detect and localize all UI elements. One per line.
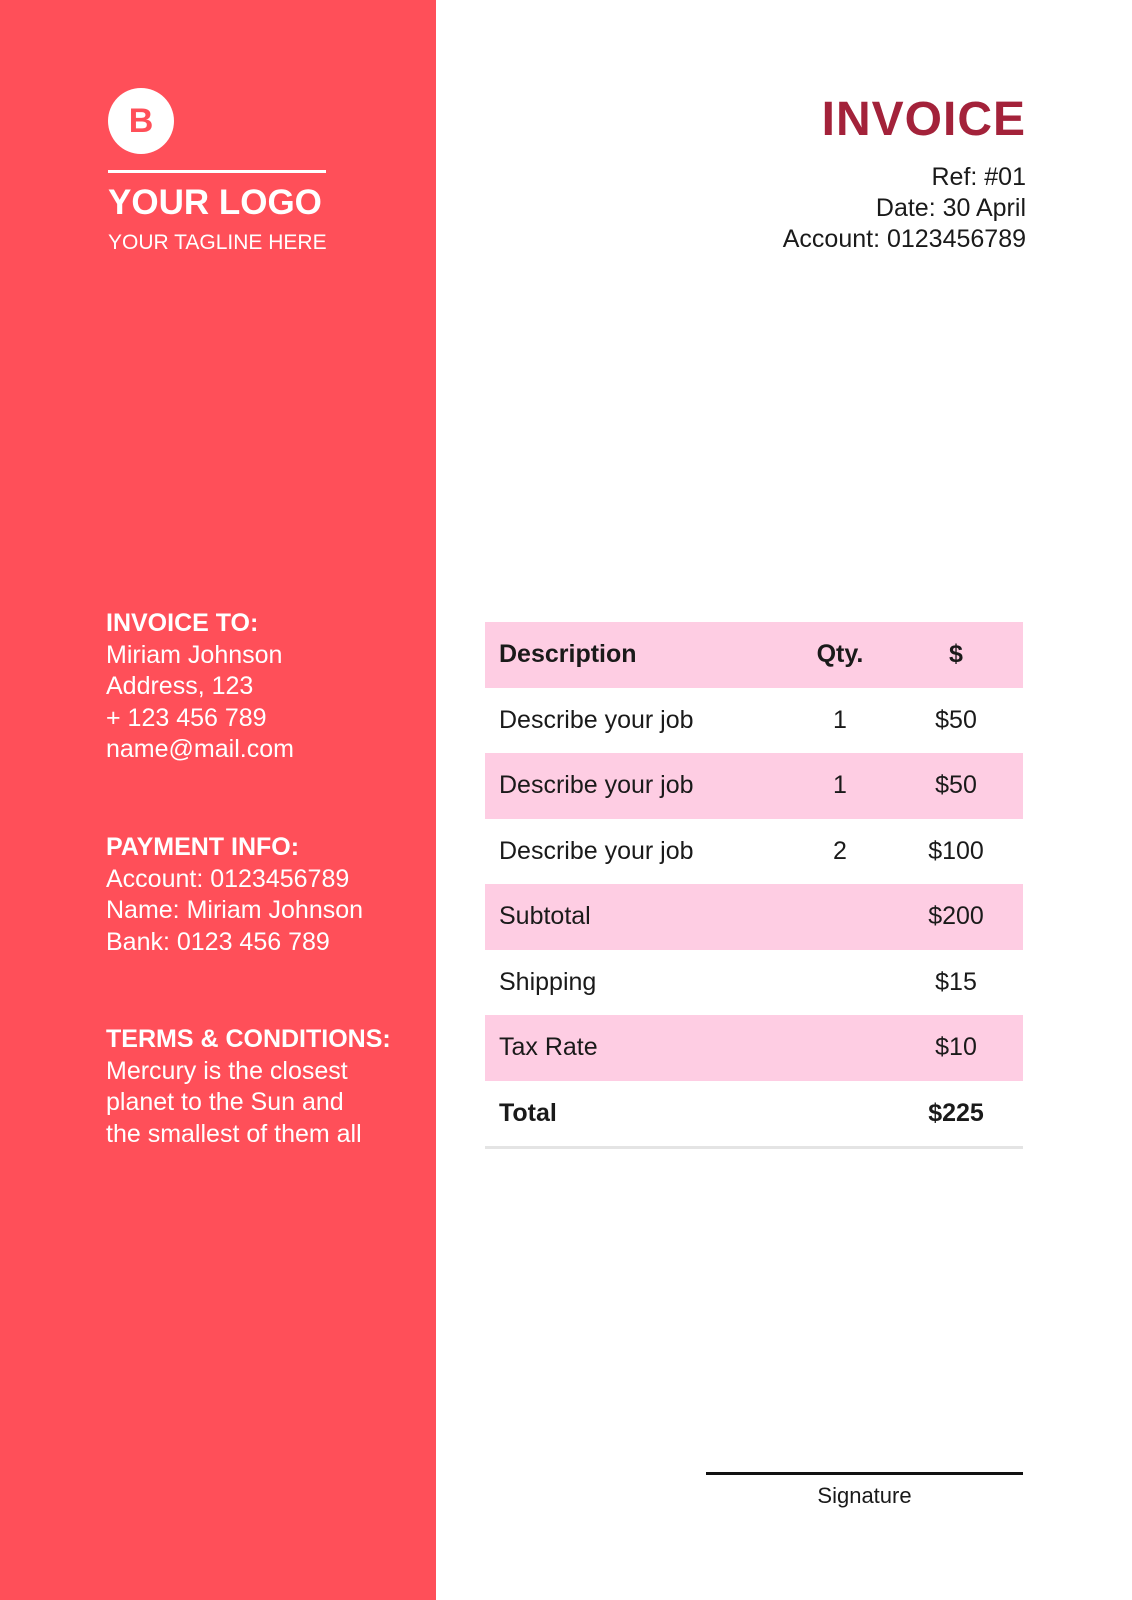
terms-heading: TERMS & CONDITIONS: <box>106 1025 391 1053</box>
signature-line <box>706 1472 1023 1475</box>
subtotal-amount: $200 <box>928 902 984 931</box>
table-row <box>485 753 1023 819</box>
shipping-label: Shipping <box>499 967 597 996</box>
invoice-date: Date: 30 April <box>875 194 1026 222</box>
invoice-meta <box>783 162 1026 255</box>
invoice-title: INVOICE <box>821 93 1026 146</box>
invoice-to-heading: INVOICE TO: <box>106 609 259 637</box>
item-amount: $50 <box>935 771 977 800</box>
item-description: Describe your job <box>499 836 694 865</box>
client-name: Miriam Johnson <box>106 640 283 669</box>
terms-line: the smallest of them all <box>106 1119 362 1148</box>
terms-block <box>106 1024 391 1150</box>
logo-tagline: YOUR TAGLINE HERE <box>108 231 327 254</box>
client-phone: + 123 456 789 <box>106 703 267 732</box>
table-header-row <box>485 622 1023 688</box>
header-amount: $ <box>949 640 963 669</box>
total-label: Total <box>499 1098 557 1127</box>
item-qty: 1 <box>833 705 847 734</box>
invoice-table <box>485 622 1023 1149</box>
header-qty: Qty. <box>816 640 864 669</box>
payment-account: Account: 0123456789 <box>106 864 350 893</box>
logo-mark: B <box>108 88 174 154</box>
tax-amount: $10 <box>935 1033 977 1062</box>
item-qty: 2 <box>833 836 847 865</box>
tax-row <box>485 1015 1023 1081</box>
logo-name: YOUR LOGO <box>108 183 322 222</box>
total-amount: $225 <box>928 1098 984 1127</box>
total-divider <box>485 1146 1023 1149</box>
invoice-ref: Ref: #01 <box>931 163 1026 191</box>
invoice-account: Account: 0123456789 <box>782 225 1026 253</box>
client-email: name@mail.com <box>106 735 294 763</box>
header-description: Description <box>499 640 637 669</box>
table-row <box>485 688 1023 754</box>
subtotal-label: Subtotal <box>499 902 591 931</box>
logo-divider <box>108 170 326 173</box>
total-row <box>485 1081 1023 1147</box>
shipping-amount: $15 <box>935 967 977 996</box>
terms-line: planet to the Sun and <box>106 1088 344 1116</box>
table-row <box>485 819 1023 885</box>
payment-info-block <box>106 832 363 958</box>
invoice-to-block <box>106 608 294 766</box>
shipping-row <box>485 950 1023 1016</box>
terms-line: Mercury is the closest <box>106 1056 348 1085</box>
subtotal-row <box>485 884 1023 950</box>
item-amount: $50 <box>935 705 977 734</box>
item-qty: 1 <box>833 771 847 800</box>
signature-label: Signature <box>817 1483 912 1508</box>
payment-name: Name: Miriam Johnson <box>106 896 364 924</box>
payment-info-heading: PAYMENT INFO: <box>106 833 300 861</box>
item-description: Describe your job <box>499 771 694 800</box>
item-amount: $100 <box>928 836 984 865</box>
tax-label: Tax Rate <box>499 1033 598 1062</box>
item-description: Describe your job <box>499 705 694 734</box>
sidebar <box>0 0 436 1600</box>
payment-bank: Bank: 0123 456 789 <box>106 927 330 956</box>
client-address: Address, 123 <box>106 672 254 700</box>
